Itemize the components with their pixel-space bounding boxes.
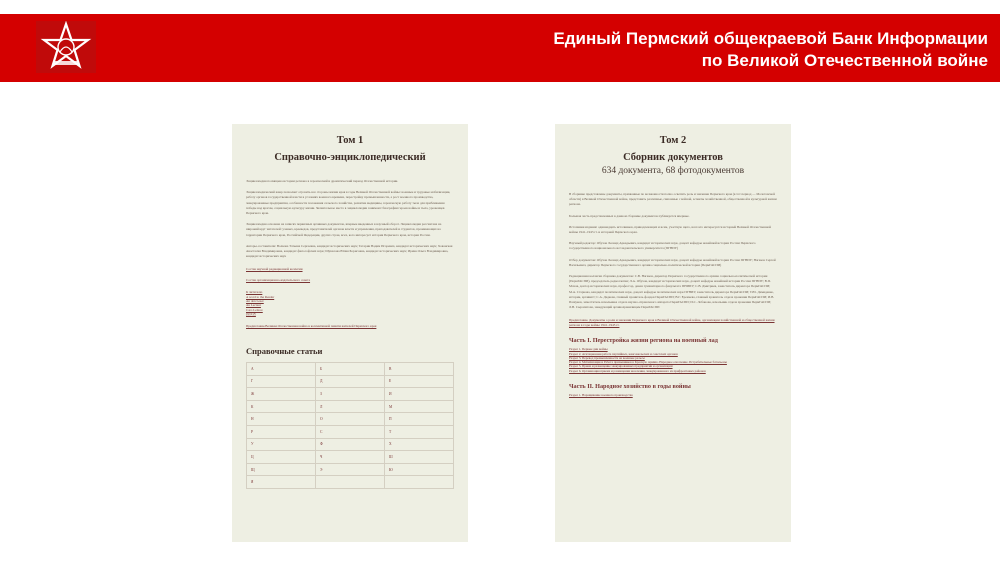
letter-link[interactable]: О — [316, 413, 385, 426]
reader-link-de[interactable]: An den Leser — [246, 299, 264, 304]
volume2-editorial-board: Редакционная коллегия сборника документов: С.В. Нагаков, директор Пермского государственного архива социально-политической истории (ПермГАСПИ), председатель редколлегии; Л.А. Обухов, кандидат исторических наук, доцент кафедры новейшей истории России ПГНИУ; В.П. Мохов, доктор исторических наук, профессор, декан гуманитарного факультета ПНИПУ; С.В. Дмитриев, заместитель директора ПермГАСПИ; М.А. Старкова, кандидат политических наук, доцент кафедры политических наук ПГНИУ, заместитель директора ПермГАСПИ; Т.Ю. Демиденко, историк, архивист; С.А. Дедкова, главный хранитель фондов ПермГАСПИ; В.Г. Еремеева, главный хранитель отдела хранения ПермГАСПИ; И.В. Пашуков, заместитель начальника отдела научно-справочного аппарата ПермГАСПИ; И.С. Лобанова, начальник отдела хранения ПермГАСПИ; Л.В. Сыропятова, заведующий архивохранилищем ПермГАСПИ — [569, 274, 775, 310]
letter-link[interactable]: З — [316, 388, 385, 401]
chapter-link[interactable]: Раздел 1. Наращивание военного производства — [569, 393, 633, 398]
part2-title[interactable]: Часть II. Народное хозяйство в годы войны — [569, 383, 691, 391]
volume2-document-selection: Отбор документов: Обухов Леонид Аркадьевич, кандидат исторических наук, доцент кафедры новейшей истории России ПГНИУ; Нагаков Сергей Васильевич, директор Пермского государственного архива социально-политической истории (ПермГАСПИ) — [569, 257, 776, 267]
letter-link[interactable]: С — [316, 426, 385, 439]
letter-link[interactable]: Х — [385, 438, 454, 451]
volume1-card — [232, 124, 468, 542]
volume2-paragraph: Большая часть представленных в данном сборнике документов публикуется впервые. — [569, 213, 690, 218]
letter-link[interactable]: Р — [247, 426, 316, 439]
letter-link[interactable]: Д — [316, 375, 385, 388]
chapter-link[interactable]: Раздел 5. Прием и размещение эвакуированных предприятий и организаций — [569, 364, 673, 369]
editorial-board-link[interactable]: Состав научной редакционной коллегии — [246, 267, 303, 272]
volume2-document-count: 634 документа, 68 фотодокументов — [601, 166, 745, 176]
letter-link[interactable]: Ч — [316, 451, 385, 464]
site-title-line1: Единый Пермский общекраевой Банк Информации — [553, 29, 988, 48]
letter-link[interactable]: Ю — [385, 463, 454, 476]
letter-link[interactable]: М — [385, 400, 454, 413]
letter-link[interactable]: Ф — [316, 438, 385, 451]
alphabet-index — [246, 362, 454, 489]
reader-link-fr[interactable]: Au Lecteur — [246, 303, 261, 308]
red-star-icon — [36, 21, 96, 73]
letter-link[interactable]: А — [247, 363, 316, 376]
volume1-paragraph: Энциклопедия посвящена истории региона в героический и драматический период Отечественной истории. — [246, 179, 399, 183]
letter-link[interactable]: У — [247, 438, 316, 451]
reader-link-zh[interactable]: 致读者 — [246, 312, 256, 317]
letter-link[interactable]: Ж — [247, 388, 316, 401]
volume1-preface-link[interactable]: Предисловие.Великая Отечественная война в коллективной памяти жителей Пермского края — [246, 323, 377, 328]
reader-link-en[interactable]: A word to the Reader — [246, 294, 275, 299]
volume2-paragraph: В сборнике представлены документы, призванные по возможности полно осветить роль и значение Пермского края (в тот период — Молотовской области) в Великой Отечественной войне, представить различные, связанные с войной, аспекты хозяйственной, общественной и культурной жизни региона. — [569, 192, 777, 207]
site-logo[interactable] — [36, 21, 96, 73]
letter-link[interactable]: Щ — [247, 463, 316, 476]
letter-link[interactable]: Б — [316, 363, 385, 376]
letter-link[interactable]: Е — [385, 375, 454, 388]
letter-link[interactable]: Г — [247, 375, 316, 388]
volume2-preface-link[interactable]: Предисловие. Документы о роли и значении Пермского края в Великой Отечественной войне, организации хозяйственной и общественной жизни региона в годы войны 1941–1945 гг. — [569, 318, 775, 327]
publishing-council-link[interactable]: Состав организационно-издательского совета — [246, 277, 311, 282]
letter-link[interactable]: И — [385, 388, 454, 401]
part1-title[interactable]: Часть I. Перестройка жизни региона на военный лад — [569, 337, 718, 345]
site-title — [553, 28, 988, 72]
letter-link[interactable]: Э — [316, 463, 385, 476]
volume1-paragraph: Энциклопедический жанр позволяет отразить все стороны жизни края в годы Великой Отечественной войны: военные и трудовые мобилизации, работу органов государственной власти в условиях военного времени, перестройку промышленности, а рост военного производства, эвакуированные предприятия, особенности положения сельского хозяйства, развитие медицины, героическую работу тыла для приближения победы над врагом, социальную культуру жизни. Значительное место в энциклопедии занимают биографии героев войны и тыла, уроженцев Пермского края. — [246, 190, 451, 216]
letter-link[interactable]: Т — [385, 426, 454, 439]
letter-link[interactable]: Я — [247, 476, 316, 489]
chapter-link[interactable]: Раздел 4. Мобилизация и Работа призывников в Красную Армию. Народное ополчение. Истребительные батальоны — [569, 360, 727, 365]
reader-link-it[interactable]: Caro Lettore — [246, 307, 263, 312]
letter-link[interactable]: Н — [247, 413, 316, 426]
letter-link[interactable]: Л — [316, 400, 385, 413]
volume1-subtitle: Справочно-энциклопедический — [274, 152, 426, 163]
chapter-link[interactable]: Раздел 3. Перевод промышленности на военные рельсы — [569, 355, 645, 360]
chapter-link[interactable]: Раздел 6. Организация приема и размещения населения, эвакуированного из прифронтовых районов — [569, 368, 706, 373]
volume2-scientific-editor: Научный редактор: Обухов Леонид Аркадьевич, кандидат исторических наук, доцент кафедры новейшей истории России Пермского государственного национального исследовательского университета (ПГНИУ) — [569, 241, 756, 251]
articles-heading: Справочные статьи — [246, 346, 323, 357]
volume2-card — [555, 124, 791, 542]
letter-link[interactable]: К — [247, 400, 316, 413]
volume2-paragraph: Источники издания: одиннадцать источников, принадлежащих и всем, участвую щего, всех кто интересуется историей Великой Отечественной войны 1941–1945 гг. и историей Пермского края. — [569, 224, 772, 235]
site-title-line2: по Великой Отечественной войне — [701, 51, 988, 70]
reader-link-ru[interactable]: К читателю — [246, 290, 263, 295]
letter-link[interactable]: В — [385, 363, 454, 376]
volume2-title: Том 2 — [659, 135, 687, 146]
chapter-link[interactable]: Раздел 1. Первые дни войны — [569, 347, 608, 352]
letter-link — [316, 476, 385, 489]
header-banner — [0, 14, 1000, 82]
volume1-authors: Авторы-составители: Волкова Татьяна Сергеевна, кандидат исторических наук; Тетерин Вадим Игоревич, кандидат исторических наук; Хованская Анастасия Владимировна, кандидат философских наук; Шувалова Юлия Борисовна, кандидат исторических наук; Ирина Ольга Владимировна, кандидат исторических наук — [246, 243, 453, 259]
chapter-link[interactable]: Раздел 2. Агитационная работа партийных, комсомольских и советских органов — [569, 351, 678, 356]
letter-link[interactable]: П — [385, 413, 454, 426]
letter-link[interactable]: Ц — [247, 451, 316, 464]
volume1-title: Том 1 — [336, 135, 364, 146]
volume2-subtitle: Сборник документов — [623, 152, 723, 163]
volume1-paragraph: Энциклопедия основана на записях первичных архивных документов, впервые введенных в научный оборот. Энциклопедия рассчитана на широкий круг читателей: ученых, краеведов, представителей органов власти и управления, преподавателей и студентов, проживающих на территории Пермского края, Российской Федерации, других стран, всех, кого интересует история Пермского края, история России. — [246, 222, 442, 237]
letter-link — [385, 476, 454, 489]
letter-link[interactable]: Ш — [385, 451, 454, 464]
